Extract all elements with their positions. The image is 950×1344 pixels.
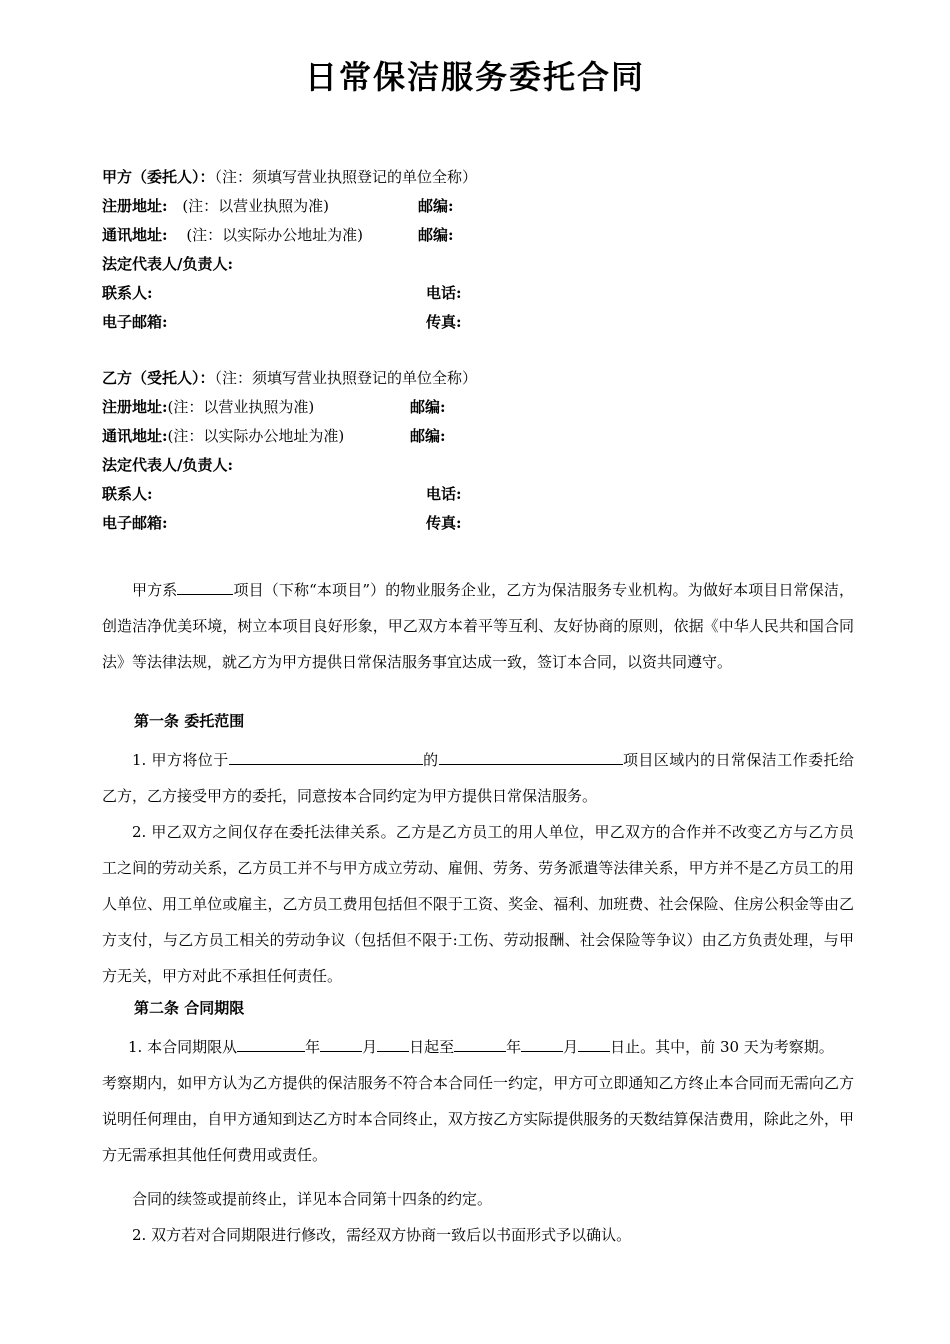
comm-addr-note: (注：以实际办公地址为准) bbox=[167, 427, 345, 445]
clause-text: 2. 甲乙双方之间仅存在委托法律关系。乙方是乙方员工的用人单位，甲乙双方的合作并不改变乙方与乙方员工之间的劳动关系，乙方员工并不与甲方成立劳动、雇佣、劳务、劳务派遣等法律关系，甲方并不是乙方员工的用人单位、用工单位或雇主，乙方员工费用包括但不限于工资、奖金、福利、加班费、社会保险、住房公积金等由乙方支付，与乙方员工相关的劳动争议（包括但不限于:工伤、劳动报酬、社会保险等争议）由乙方负责处理，与甲方无关，甲方对此不承担任何责任。 bbox=[102, 823, 854, 985]
project-blank[interactable] bbox=[177, 576, 233, 595]
start-year-blank[interactable] bbox=[237, 1033, 305, 1052]
email-label: 电子邮箱: bbox=[102, 313, 168, 331]
fax-label: 传真: bbox=[426, 514, 462, 532]
rep-label: 法定代表人/负责人: bbox=[102, 255, 234, 273]
postcode-label: 邮编: bbox=[410, 398, 446, 416]
clause-text: 1. 本合同期限从 bbox=[128, 1038, 238, 1056]
page-title: 日常保洁服务委托合同 bbox=[304, 58, 645, 96]
clause-text: 1. 甲方将位于 bbox=[132, 751, 229, 769]
party-a-label: 甲方（委托人）： bbox=[102, 168, 215, 186]
contact-label: 联系人: bbox=[102, 284, 153, 302]
contact-label: 联系人: bbox=[102, 485, 153, 503]
location-blank[interactable] bbox=[229, 746, 423, 765]
reg-addr-label: 注册地址: bbox=[102, 197, 168, 215]
clause-text: 月 bbox=[563, 1038, 579, 1056]
clause-text: 日止。其中，前 30 天为考察期。 bbox=[610, 1038, 834, 1056]
fax-label: 传真: bbox=[426, 313, 462, 331]
party-a-comm-addr bbox=[102, 224, 363, 246]
article2-clause1-rest bbox=[102, 1065, 854, 1173]
comm-addr-label: 通讯地址: bbox=[102, 226, 168, 244]
comm-addr-label: 通讯地址: bbox=[102, 427, 168, 445]
article2-clause2 bbox=[102, 1217, 854, 1253]
article1-heading: 第一条 委托范围 bbox=[134, 712, 245, 730]
party-b-reg-addr bbox=[102, 396, 314, 418]
renewal-note bbox=[102, 1181, 854, 1217]
clause-text: 月 bbox=[362, 1038, 378, 1056]
phone-label: 电话: bbox=[426, 485, 462, 503]
party-b-label: 乙方（受托人）： bbox=[102, 369, 215, 387]
end-year-blank[interactable] bbox=[454, 1033, 506, 1052]
reg-addr-label: 注册地址: bbox=[102, 398, 168, 416]
end-month-blank[interactable] bbox=[521, 1033, 563, 1052]
email-label: 电子邮箱: bbox=[102, 514, 168, 532]
clause-text: 2. 双方若对合同期限进行修改，需经双方协商一致后以书面形式予以确认。 bbox=[132, 1226, 632, 1244]
clause-text: 年 bbox=[305, 1038, 321, 1056]
project-name-blank[interactable] bbox=[439, 746, 623, 765]
postcode-label: 邮编: bbox=[410, 427, 446, 445]
start-month-blank[interactable] bbox=[320, 1033, 362, 1052]
article2-clause1 bbox=[98, 1029, 858, 1065]
rep-label: 法定代表人/负责人: bbox=[102, 456, 234, 474]
end-day-blank[interactable] bbox=[578, 1033, 610, 1052]
party-b-comm-addr bbox=[102, 425, 344, 447]
article1-clause2 bbox=[102, 814, 854, 994]
party-b-note: （注：须填写营业执照登记的单位全称） bbox=[214, 369, 478, 387]
clause-text: 项目区域内的日常保洁工作委托给乙方，乙方接受甲方的委托，同意按本合同约定为甲方提供日常保洁服务。 bbox=[102, 751, 854, 805]
postcode-label: 邮编: bbox=[418, 197, 454, 215]
intro-paragraph bbox=[102, 572, 854, 680]
article1-clause1 bbox=[102, 742, 854, 814]
clause-text: 的 bbox=[422, 751, 439, 769]
party-a-line bbox=[102, 166, 477, 188]
party-a-note: （注：须填写营业执照登记的单位全称） bbox=[214, 168, 478, 186]
reg-addr-note: (注：以营业执照为准) bbox=[182, 197, 330, 215]
phone-label: 电话: bbox=[426, 284, 462, 302]
comm-addr-note: (注：以实际办公地址为准) bbox=[186, 226, 364, 244]
reg-addr-note: (注：以营业执照为准) bbox=[167, 398, 315, 416]
intro-part1: 甲方系 bbox=[132, 581, 178, 599]
clause-text: 考察期内，如甲方认为乙方提供的保洁服务不符合本合同任一约定，甲方可立即通知乙方终止本合同而无需向乙方说明任何理由，自甲方通知到达乙方时本合同终止，双方按乙方实际提供服务的天数结算保洁费用，除此之外，甲方无需承担其他任何费用或责任。 bbox=[102, 1074, 854, 1164]
party-a-reg-addr bbox=[102, 195, 329, 217]
clause-text: 日起至 bbox=[409, 1038, 455, 1056]
article2-heading: 第二条 合同期限 bbox=[134, 999, 245, 1017]
start-day-blank[interactable] bbox=[377, 1033, 409, 1052]
clause-text: 年 bbox=[506, 1038, 522, 1056]
party-b-line bbox=[102, 367, 477, 389]
intro-part2: 项目（下称“本项目”）的物业服务企业，乙方为保洁服务专业机构。为做好本项目日常保洁，创造洁净优美环境，树立本项目良好形象，甲乙双方本着平等互利、友好协商的原则，依据《中华人民共和国合同法》等法律法规，就乙方为甲方提供日常保洁服务事宜达成一致，签订本合同，以资共同遵守。 bbox=[102, 581, 854, 671]
clause-text: 合同的续签或提前终止，详见本合同第十四条的约定。 bbox=[132, 1190, 493, 1208]
postcode-label: 邮编: bbox=[418, 226, 454, 244]
